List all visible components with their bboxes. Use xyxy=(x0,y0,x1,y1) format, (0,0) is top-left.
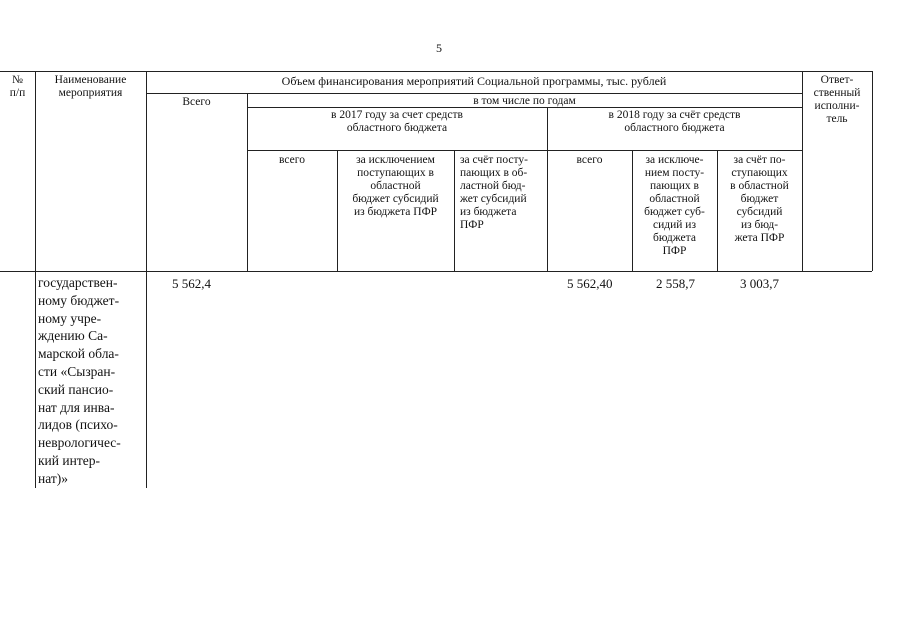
header-rule-level4 xyxy=(247,150,802,151)
header-responsible: Ответ- ственный исполни- тель xyxy=(813,74,861,125)
header-num: № п/п xyxy=(9,74,26,99)
header-total: Всего xyxy=(182,96,211,108)
header-2018-pfr: за счёт по- ступающих в областной бюджет субсидий из бюд- жета ПФР xyxy=(730,154,789,244)
header-by-years: в том числе по годам xyxy=(473,95,576,107)
col-divider-2017-excl xyxy=(454,150,455,271)
header-rule-level2 xyxy=(146,93,802,94)
header-2018-total: всего xyxy=(576,154,603,166)
header-2017-pfr: за счёт посту- пающих в об- ластной бюд- жет субсидий из бюджета ПФР xyxy=(460,154,528,231)
table-top-border xyxy=(0,71,872,72)
row-name: государствен- ному бюджет- ному учре- ждению Са- марской обла- сти «Сызран- ский пансио- нат для инва- лидов (психо- неврологичес- кий интер- нат)» xyxy=(38,275,121,486)
header-bottom-border xyxy=(0,271,872,272)
col-divider-num xyxy=(35,71,36,488)
header-2017-total: всего xyxy=(279,154,305,166)
header-year-2017: в 2017 году за счет средств областного бюджета xyxy=(331,109,463,134)
header-year-2018: в 2018 году за счёт средств областного бюджета xyxy=(608,109,741,134)
header-2018-excl: за исключе- нием посту- пающих в областной бюджет суб- сидий из бюджета ПФР xyxy=(644,154,705,257)
header-2017-excl: за исключением поступающих в областной бюджет субсидий из бюджета ПФР xyxy=(352,154,439,218)
page-number: 5 xyxy=(436,41,442,55)
row-2018-total: 5 562,40 xyxy=(567,276,613,291)
row-total: 5 562,4 xyxy=(172,276,211,291)
header-name: Наименование мероприятия xyxy=(54,74,127,99)
row-2018-pfr: 3 003,7 xyxy=(740,276,779,291)
header-volume: Объем финансирования мероприятий Социальной программы, тыс. рублей xyxy=(281,74,667,88)
row-2018-excl: 2 558,7 xyxy=(656,276,695,291)
col-divider-name xyxy=(146,71,147,488)
table-right-border xyxy=(872,71,873,271)
